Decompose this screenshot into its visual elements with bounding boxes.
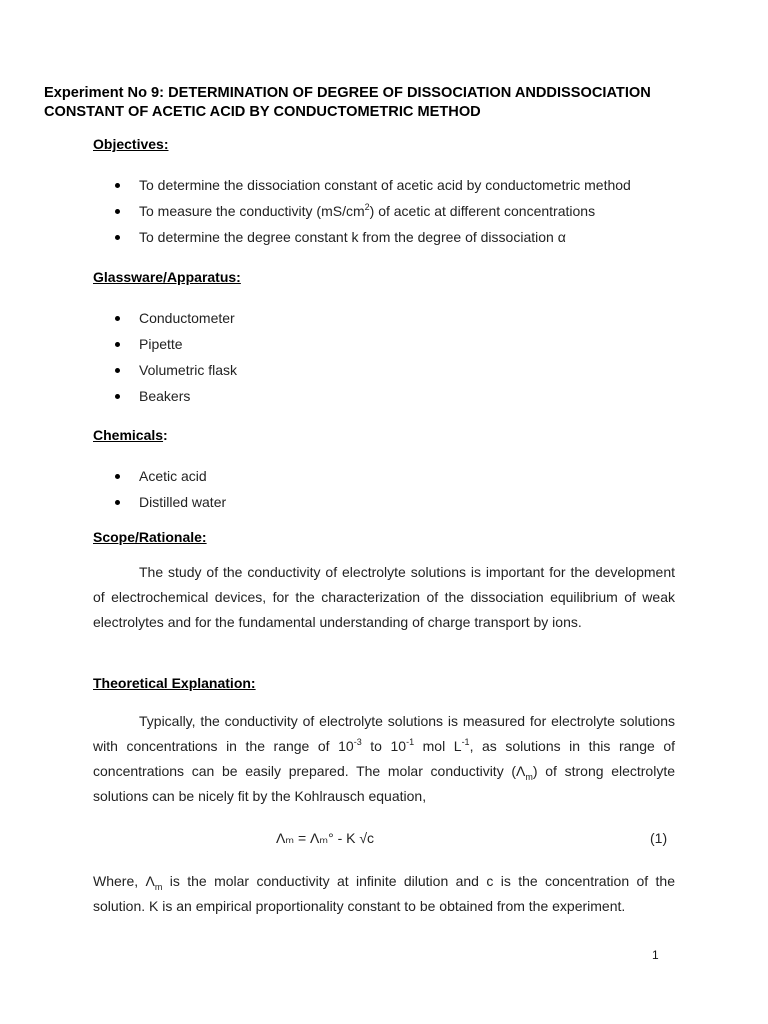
list-item: Volumetric flask bbox=[113, 357, 237, 383]
list-item: To determine the dissociation constant of acetic acid by conductometric method bbox=[113, 172, 631, 198]
list-item: Acetic acid bbox=[113, 463, 226, 489]
objectives-heading: Objectives: bbox=[93, 136, 169, 152]
title-line-2: CONSTANT OF ACETIC ACID BY CONDUCTOMETRIC METHOD bbox=[44, 104, 481, 120]
list-item: Conductometer bbox=[113, 305, 237, 331]
list-item: Pipette bbox=[113, 331, 237, 357]
list-item: To measure the conductivity $(mS/cm^2)$ of acetic at different concentrations bbox=[113, 198, 631, 224]
theory-paragraph-1: Typically, the conductivity of electrolyte solutions is measured for electrolyte solutions with concentrations in the range of $10^{-3}$ to $10^{-1}$ mol $L^{-1}$, as solutions in this range of concentrations can be easily prepared. The molar conductivity $(\Lambda_m)$ of strong electrolyte solutions can be nicely fit by the Kohlrausch equation, bbox=[93, 713, 676, 804]
scope-heading: Scope/Rationale: bbox=[93, 529, 207, 545]
list-item: To determine the degree constant k from the degree of dissociation α bbox=[113, 224, 631, 250]
list-item: Beakers bbox=[113, 383, 237, 409]
glassware-list bbox=[113, 305, 237, 409]
title-line-1: Experiment No 9: DETERMINATION OF DEGREE OF DISSOCIATION ANDDISSOCIATION bbox=[44, 85, 651, 101]
list-item: Distilled water bbox=[113, 489, 226, 515]
theory-heading: Theoretical Explanation: bbox=[93, 675, 256, 691]
scope-paragraph: The study of the conductivity of electrolyte solutions is important for the development of electrochemical devices, for the characterization of the dissociation equilibrium of weak electrolytes and for the fundamental understanding of charge transport by ions. bbox=[93, 564, 675, 630]
kohlrausch-equation: Λₘ = Λₘ° - K √c bbox=[276, 830, 375, 846]
objectives-list bbox=[113, 172, 631, 250]
equation-number: (1) bbox=[650, 830, 668, 846]
chemicals-heading: Chemicals: bbox=[93, 427, 168, 443]
page-title bbox=[44, 84, 724, 122]
theory-paragraph-2: Where, $\Lambda_m$ is the molar conductivity at infinite dilution and c is the concentration of the solution. K is an empirical proportionality constant to be obtained from the experiment. bbox=[93, 873, 675, 914]
glassware-heading: Glassware/Apparatus: bbox=[93, 269, 241, 285]
chemicals-list bbox=[113, 463, 226, 515]
page-number: 1 bbox=[652, 948, 659, 962]
